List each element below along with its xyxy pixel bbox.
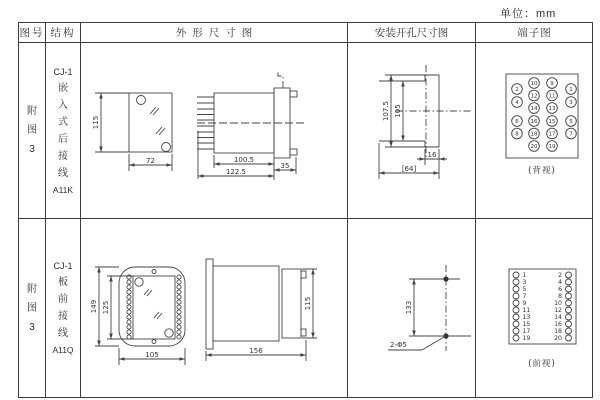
figure-no-text: 附图3 <box>27 106 37 155</box>
install-cell-row1 <box>348 43 476 219</box>
terminal-circle <box>566 314 572 320</box>
terminal-number: 8 <box>515 131 519 138</box>
terminal-number: 13 <box>522 314 531 322</box>
dimension-label: 105 <box>394 104 403 118</box>
mounting-type: 板前接线 <box>58 277 68 339</box>
header-structure: 结构 <box>46 23 81 43</box>
terminal-number: 19 <box>522 335 531 343</box>
terminal-number: 18 <box>554 328 562 336</box>
terminal-number: 8 <box>558 293 562 301</box>
relay-model: CJ-1 <box>53 261 73 271</box>
terminal-screw <box>177 335 181 339</box>
terminal-number: 9 <box>550 80 554 87</box>
terminal-screw <box>177 315 181 319</box>
terminal-circle <box>513 328 519 334</box>
terminal-screw <box>177 275 181 279</box>
terminal-cell-row2 <box>476 219 593 398</box>
header-terminal-diagram: 端子图 <box>476 23 593 43</box>
terminal-screw <box>127 315 131 319</box>
terminal-cell-row1 <box>476 43 593 219</box>
terminal-number: 4 <box>558 279 562 287</box>
hole-spec-label: 2-Φ5 <box>390 341 407 349</box>
terminal-circle <box>513 314 519 320</box>
mounting-screw <box>135 278 143 286</box>
terminal-diagram-row1 <box>476 43 593 219</box>
view-label: (前视) <box>528 359 556 369</box>
terminal-number: 10 <box>530 80 538 87</box>
terminal-screw <box>177 310 181 314</box>
dimension-label: 105 <box>145 350 159 359</box>
terminal-circle <box>566 335 572 341</box>
terminal-number: 4 <box>515 99 519 106</box>
mounting-type: 嵌入式后接线 <box>58 82 68 179</box>
structure-cell-row1 <box>46 43 81 219</box>
terminal-screw <box>127 280 131 284</box>
terminal-screw <box>127 320 131 324</box>
terminal-circle <box>566 279 572 285</box>
relay-body <box>133 276 175 339</box>
terminal-screw <box>177 325 181 329</box>
terminal-diagram-row2 <box>476 219 593 398</box>
figure-no-cell-row2 <box>19 219 46 398</box>
terminal-number: 11 <box>522 307 531 315</box>
terminal-number: 17 <box>548 131 556 138</box>
terminal-screw <box>127 305 131 309</box>
terminal-circle <box>513 286 519 292</box>
dimension-label: 125 <box>102 300 111 315</box>
front-view <box>95 93 172 171</box>
front-flange <box>206 259 213 349</box>
hatch-marks <box>144 289 162 319</box>
relay-code: A11Q <box>52 345 74 355</box>
outline-drawing-row2 <box>81 219 348 398</box>
dimension-label: 133 <box>405 300 414 315</box>
screw-hole <box>152 340 156 344</box>
terminal-circle <box>513 293 519 299</box>
terminal-number: 5 <box>522 286 527 294</box>
terminal-screw <box>127 295 131 299</box>
terminal-screw <box>177 285 181 289</box>
mounting-screw <box>137 96 146 105</box>
figure-no-text: 附图3 <box>27 283 37 333</box>
outline-drawing-row1 <box>81 43 348 219</box>
dimension-label: 149 <box>90 299 99 314</box>
terminal-circle <box>513 307 519 313</box>
header-outline-dimensions: 外形尺寸图 <box>81 23 348 43</box>
terminal-screw <box>177 280 181 284</box>
terminal-number: 6 <box>515 118 519 125</box>
terminal-number: 2 <box>515 86 519 93</box>
terminal-circle <box>566 321 572 327</box>
terminal-screw <box>177 290 181 294</box>
install-cutout-drawing-row1 <box>348 43 476 219</box>
terminal-circle <box>566 307 572 313</box>
screw-hole <box>152 270 156 274</box>
terminal-number: 1 <box>569 86 573 93</box>
terminal-number: 13 <box>548 105 556 112</box>
terminal-screw <box>127 335 131 339</box>
terminal-circle <box>513 321 519 327</box>
dimension-label: 122.5 <box>225 167 247 176</box>
dimension-label: 156 <box>249 346 263 355</box>
terminal-circle <box>566 328 572 334</box>
terminal-number: 11 <box>548 93 556 100</box>
drill-hole <box>443 333 448 338</box>
drill-hole <box>443 276 448 281</box>
terminal-screw <box>127 325 131 329</box>
terminal-screw <box>177 330 181 334</box>
terminal-number: 14 <box>554 314 562 322</box>
install-cutout-drawing-row2 <box>348 219 476 398</box>
unit-label: 单位：mm <box>500 8 557 20</box>
mounting-screw <box>162 143 171 152</box>
figure-no-cell-row1 <box>19 43 46 219</box>
terminal-circle <box>513 279 519 285</box>
terminal-screw <box>127 275 131 279</box>
hatch-marks <box>150 107 165 135</box>
terminal-screw <box>127 285 131 289</box>
terminal-number: 16 <box>554 321 562 329</box>
dimension-label: 115 <box>304 296 313 311</box>
terminal-screw <box>177 320 181 324</box>
terminal-number: 12 <box>530 93 538 100</box>
header-figure-no: 图号 <box>19 23 46 43</box>
outline-cell-row1 <box>81 43 348 219</box>
relay-code: A11K <box>52 184 74 195</box>
outline-cell-row2 <box>81 219 348 398</box>
terminal-number: 15 <box>548 118 556 125</box>
structure-cell-row2 <box>46 219 81 398</box>
relay-body <box>213 266 279 341</box>
dimension-label: [64] <box>401 164 417 173</box>
terminal-screw <box>127 330 131 334</box>
dimension-label: 16 <box>427 150 437 159</box>
dimension-label: 100.5 <box>233 155 255 164</box>
terminal-number: 2 <box>558 272 562 280</box>
terminal-circle <box>566 300 572 306</box>
dimension-label: 115 <box>92 115 101 130</box>
terminal-screw <box>127 310 131 314</box>
terminal-number: 9 <box>522 300 527 308</box>
terminal-number: 5 <box>569 118 573 125</box>
view-label: (背视) <box>528 166 556 176</box>
terminal-circle <box>513 335 519 341</box>
terminal-number: 7 <box>569 131 573 138</box>
terminal-number: 12 <box>554 307 562 315</box>
terminal-number: 3 <box>569 99 573 106</box>
front-view <box>95 267 185 365</box>
dimension-label: 35 <box>280 161 290 170</box>
mounting-screw <box>165 329 173 337</box>
terminal-screw <box>127 300 131 304</box>
terminal-circle <box>513 300 519 306</box>
terminal-number: 20 <box>530 143 538 150</box>
terminal-screw <box>177 295 181 299</box>
terminal-number: 15 <box>522 321 531 329</box>
header-install-cutout: 安装开孔尺寸图 <box>348 23 476 43</box>
terminal-number: 3 <box>522 279 527 287</box>
dimension-label: 72 <box>146 156 155 165</box>
terminal-circle <box>513 272 519 278</box>
terminal-number: 14 <box>530 105 538 112</box>
side-view <box>206 259 317 361</box>
relay-model: CJ-1 <box>53 66 73 77</box>
terminal-number: 19 <box>548 143 556 150</box>
terminal-number: 17 <box>522 328 531 336</box>
terminal-circle <box>566 272 572 278</box>
terminal-screw <box>177 305 181 309</box>
terminal-number: 6 <box>558 286 562 294</box>
terminal-number: 16 <box>530 118 538 125</box>
terminal-number: 1 <box>522 272 527 280</box>
terminal-screw <box>127 290 131 294</box>
terminal-circle <box>566 286 572 292</box>
lever-line <box>278 70 283 88</box>
terminal-circle <box>566 293 572 299</box>
install-cell-row2 <box>348 219 476 398</box>
rear-section <box>282 269 301 338</box>
terminal-screw <box>177 300 181 304</box>
terminal-number: 20 <box>554 335 562 343</box>
terminal-number: 18 <box>530 131 538 138</box>
terminal-number: 10 <box>554 300 562 308</box>
dimension-table <box>18 22 593 398</box>
terminal-number: 7 <box>522 293 527 301</box>
dimension-label: 107.5 <box>382 100 391 122</box>
